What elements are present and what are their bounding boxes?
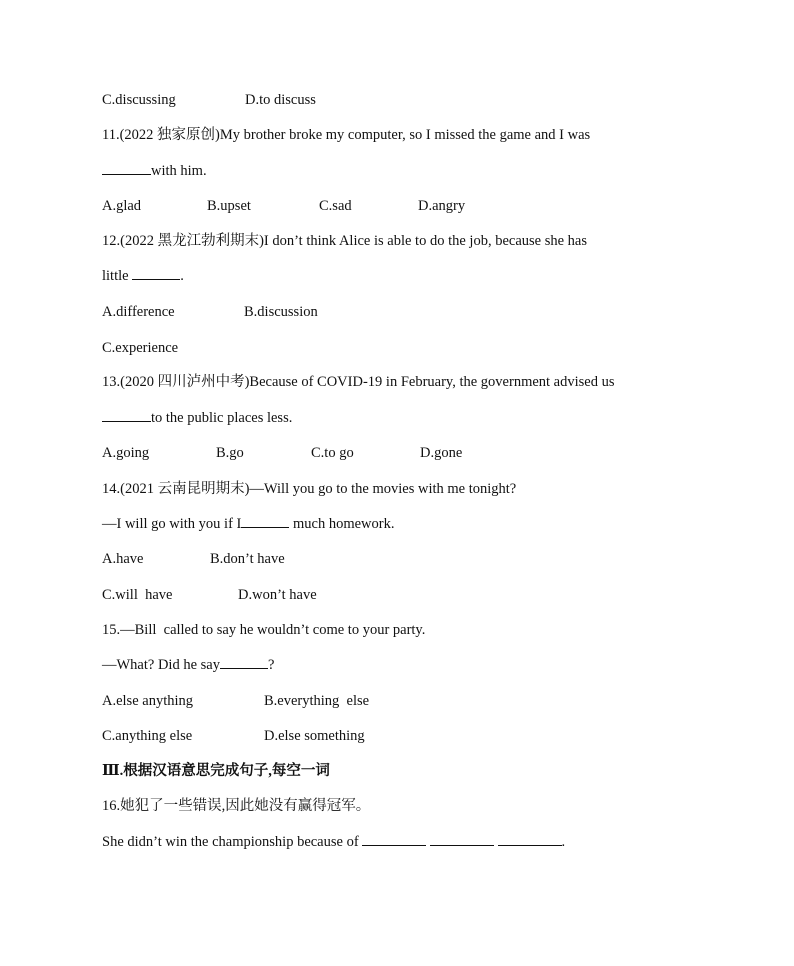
q16-stem-line-2	[102, 832, 565, 852]
answer-blank	[102, 161, 151, 175]
q14-option-a: A.have	[102, 551, 144, 567]
q11-stem-line-1: 11.(2022 独家原创)My brother broke my computer, so I missed the game and I was	[102, 127, 591, 143]
q13-option-b: B.go	[216, 445, 244, 461]
q12-stem-text-before: little	[102, 268, 133, 284]
q12-stem-line-2	[102, 266, 184, 286]
q12-option-b: B.discussion	[244, 304, 318, 320]
answer-blank	[102, 408, 151, 422]
q15-option-a: A.else anything	[102, 693, 194, 709]
q13-option-a: A.going	[102, 445, 150, 461]
q15-stem-line-2	[102, 655, 274, 675]
q13-stem-text: to the public places less.	[151, 410, 293, 426]
q15-stem-line-1: 15.—Bill called to say he wouldn’t come to your party.	[102, 622, 426, 638]
q16-stem-text-before: She didn’t win the championship because of	[102, 834, 363, 850]
q10-option-c: C.discussing	[102, 92, 176, 108]
q15-option-c: C.anything else	[102, 728, 193, 744]
q15-option-b: B.everything else	[264, 693, 370, 709]
q14-stem-text-before: —I will go with you if I	[102, 516, 242, 532]
q15-stem-text-before: —What? Did he say	[102, 657, 220, 673]
q14-stem-line-2	[102, 514, 394, 534]
q12-option-a: A.difference	[102, 304, 175, 320]
q11-option-c: C.sad	[319, 198, 352, 214]
q12-stem-text-after: .	[180, 268, 184, 284]
q14-stem-line-1: 14.(2021 云南昆明期末)—Will you go to the movies with me tonight?	[102, 481, 517, 497]
q13-option-c: C.to go	[311, 445, 354, 461]
q13-stem-line-2	[102, 408, 292, 428]
q11-stem-line-2	[102, 161, 207, 181]
q10-option-d: D.to discuss	[245, 92, 316, 108]
q12-stem-line-1: 12.(2022 黑龙江勃利期末)I don’t think Alice is able to do the job, because she has	[102, 233, 587, 249]
q16-stem-line-1: 16.她犯了一些错误,因此她没有赢得冠军。	[102, 798, 371, 814]
q14-option-b: B.don’t have	[210, 551, 285, 567]
q13-stem-line-1: 13.(2020 四川泸州中考)Because of COVID-19 in February, the government advised us	[102, 374, 615, 390]
answer-blank	[220, 655, 268, 669]
q11-stem-text: with him.	[151, 163, 207, 179]
answer-blank	[362, 832, 426, 846]
q15-option-d: D.else something	[264, 728, 365, 744]
answer-blank	[498, 832, 562, 846]
q14-option-d: D.won’t have	[238, 587, 317, 603]
answer-blank	[430, 832, 494, 846]
q12-option-c: C.experience	[102, 340, 179, 356]
q11-option-d: D.angry	[418, 198, 466, 214]
q11-option-b: B.upset	[207, 198, 251, 214]
answer-blank	[132, 266, 180, 280]
q16-stem-text-after: .	[561, 834, 566, 850]
section-3-heading: Ⅲ.根据汉语意思完成句子,每空一词	[102, 763, 330, 779]
q11-option-a: A.glad	[102, 198, 142, 214]
q15-stem-text-after: ?	[267, 657, 275, 673]
answer-blank	[241, 514, 289, 528]
q14-option-c: C.will have	[102, 587, 173, 603]
q14-stem-text-after: much homework.	[289, 516, 395, 532]
q13-option-d: D.gone	[420, 445, 463, 461]
